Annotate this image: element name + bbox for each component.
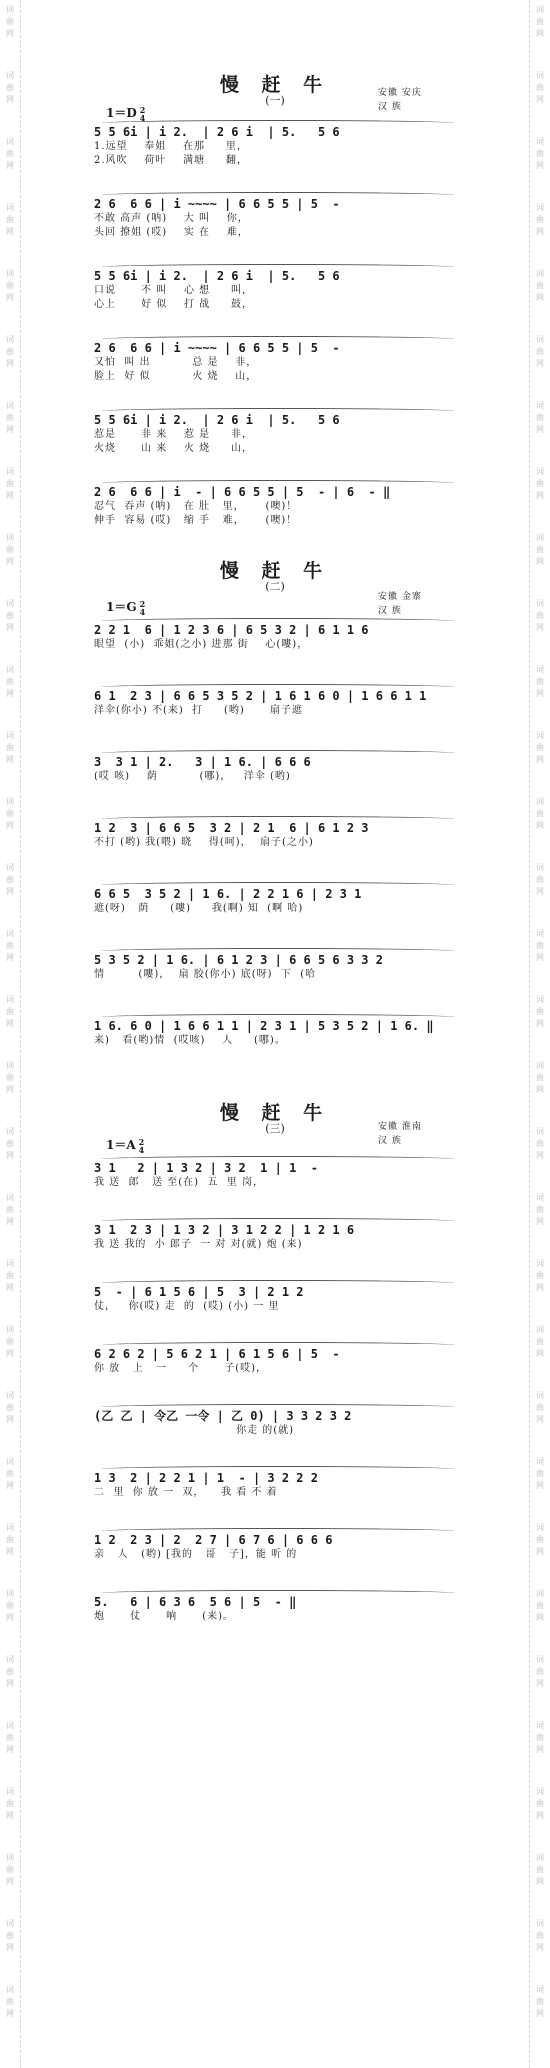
key-label: 1＝A [106, 1138, 136, 1152]
origin-credit [378, 590, 422, 618]
score-line [94, 688, 494, 718]
notation: 2 6 6 6 | i ~~~~ | 6 6 5 5 | 5 - [94, 340, 494, 356]
watermark-mark: 词 曲 网 [6, 1985, 14, 2018]
watermark-mark: 词 曲 网 [536, 1193, 544, 1226]
watermark-mark: 词 曲 网 [6, 1061, 14, 1094]
origin-ethnicity: 汉 族 [378, 1136, 402, 1146]
lyric: (哎 咳) 荫 (哪)， 洋伞 (哟) [94, 771, 291, 782]
score-line [94, 622, 494, 652]
lyric: 不打 (哟) 我(喂) 晓 得(呵)， 扇子(之小) [94, 837, 314, 848]
watermark-mark: 词 曲 网 [6, 731, 14, 764]
notation: 5 - | 6 1 5 6 | 5 3 | 2 1 2 [94, 1284, 494, 1300]
watermark-mark: 词 曲 网 [536, 1325, 544, 1358]
watermark-mark: 词 曲 网 [6, 1391, 14, 1424]
watermark-mark: 词 曲 网 [536, 1391, 544, 1424]
score-page [28, 0, 522, 2068]
origin-ethnicity: 汉 族 [378, 102, 402, 112]
watermark-mark: 词 曲 网 [6, 1589, 14, 1622]
time-signature: 2 4 [139, 598, 146, 617]
watermark-mark: 词 曲 网 [6, 863, 14, 896]
song-title: 慢 赶 牛 [219, 74, 331, 96]
watermark-mark: 词 曲 网 [536, 665, 544, 698]
score-line [94, 1470, 494, 1500]
key-signature [106, 598, 145, 616]
watermark-mark: 词 曲 网 [6, 995, 14, 1028]
watermark-mark: 词 曲 网 [6, 203, 14, 236]
score-line [94, 1018, 494, 1048]
origin-credit [378, 86, 422, 114]
lyric: 情 (嘍)， 扇 胶(你小) 底(呀) 下 (哈 [94, 969, 317, 980]
lyric: 二 里 你 放 一 双， 我 看 不 着 [94, 1487, 278, 1498]
lyric-verse-1: 不敢 高声 (呐) 大 叫 你， [94, 213, 249, 224]
notation: 3 1 2 3 | 1 3 2 | 3 1 2 2 | 1 2 1 6 [94, 1222, 494, 1238]
watermark-mark: 词 曲 网 [536, 1655, 544, 1688]
watermark-mark: 词 曲 网 [6, 797, 14, 830]
origin-place: 安徽 金寨 [378, 592, 422, 602]
notation: 5. 6 | 6 3 6 5 6 | 5 - ‖ [94, 1594, 494, 1610]
watermark-mark: 词 曲 网 [6, 1523, 14, 1556]
watermark-mark: 词 曲 网 [536, 1259, 544, 1292]
lyric: 眼望 (小) 乖姐(之小) 进那 街 心(嘍)， [94, 639, 309, 650]
notation: (乙 乙 | 令乙 一令 | 乙 0) | 3 3 2 3 2 [94, 1408, 494, 1424]
watermark-mark: 词 曲 网 [536, 5, 544, 38]
notation: 5 5 6i | i 2. | 2 6 i | 5. 5 6 [94, 412, 494, 428]
watermark-mark: 词 曲 网 [536, 269, 544, 302]
lyric-verse-2: 火烧 山 来 火 烧 山， [94, 443, 254, 454]
lyric-verse-1: 又怕 叫 出 总 是 非， [94, 357, 258, 368]
score-line [94, 1594, 494, 1624]
key-signature [106, 1136, 144, 1154]
watermark-mark: 词 曲 网 [6, 1325, 14, 1358]
score-line [94, 886, 494, 916]
key-label: 1＝G [106, 600, 137, 614]
watermark-mark: 词 曲 网 [536, 1985, 544, 2018]
notation: 5 5 6i | i 2. | 2 6 i | 5. 5 6 [94, 124, 494, 140]
watermark-mark: 词 曲 网 [6, 665, 14, 698]
lyric: 仗， 你(哎) 走 的 (哎) (小) 一 里 [94, 1301, 280, 1312]
notation: 1 2 3 | 6 6 5 3 2 | 2 1 6 | 6 1 2 3 [94, 820, 494, 836]
watermark-mark: 词 曲 网 [536, 203, 544, 236]
origin-place: 安徽 安庆 [378, 88, 422, 98]
lyric: 亲 人 (哟) [我的 哥 子]，能 听 的 [94, 1549, 298, 1560]
watermark-mark: 词 曲 网 [6, 335, 14, 368]
watermark-mark: 词 曲 网 [536, 599, 544, 632]
notation: 6 1 2 3 | 6 6 5 3 5 2 | 1 6 1 6 0 | 1 6 6 1 1 [94, 688, 494, 704]
score-line [94, 484, 494, 528]
lyric-verse-2: 2.风吹 荷叶 满塘 翻， [94, 155, 248, 166]
notation: 6 6 5 3 5 2 | 1 6. | 2 2 1 6 | 2 3 1 [94, 886, 494, 902]
watermark-mark: 词 曲 网 [6, 1457, 14, 1490]
watermark-mark: 词 曲 网 [536, 797, 544, 830]
lyric: 来) 看(哟)情 (哎咳) 人 (哪)。 [94, 1035, 286, 1046]
watermark-mark: 词 曲 网 [536, 731, 544, 764]
key-label: 1＝D [106, 106, 137, 120]
notation: 5 5 6i | i 2. | 2 6 i | 5. 5 6 [94, 268, 494, 284]
score-line [94, 952, 494, 982]
lyric: 我 送 郎 送 至(在) 五 里 岗， [94, 1177, 264, 1188]
left-margin-watermark [0, 0, 21, 2068]
watermark-mark: 词 曲 网 [536, 467, 544, 500]
lyric: 洋伞(你小) 不(来) 打 (哟) 扇子遮 [94, 705, 303, 716]
notation: 6 2 6 2 | 5 6 2 1 | 6 1 5 6 | 5 - [94, 1346, 494, 1362]
lyric: 你走 的(就) [94, 1425, 295, 1436]
watermark-mark: 词 曲 网 [536, 401, 544, 434]
notation: 2 6 6 6 | i ~~~~ | 6 6 5 5 | 5 - [94, 196, 494, 212]
watermark-mark: 词 曲 网 [6, 599, 14, 632]
notation: 3 1 2 | 1 3 2 | 3 2 1 | 1 - [94, 1160, 494, 1176]
song-title: 慢 赶 牛 [219, 560, 331, 582]
watermark-mark: 词 曲 网 [6, 1127, 14, 1160]
watermark-mark: 词 曲 网 [6, 1721, 14, 1754]
lyric: 遮(呀) 荫 (嘍) 我(啊) 知 (啊 哈) [94, 903, 304, 914]
watermark-mark: 词 曲 网 [536, 335, 544, 368]
watermark-mark: 词 曲 网 [536, 71, 544, 104]
watermark-mark: 词 曲 网 [536, 1061, 544, 1094]
watermark-mark: 词 曲 网 [536, 1127, 544, 1160]
lyric: 我 送 我的 小 郎子 一 对 对(就) 炮 (来) [94, 1239, 303, 1250]
time-signature: 2 4 [139, 104, 146, 123]
notation: 3 3 1 | 2. 3 | 1 6. | 6 6 6 [94, 754, 494, 770]
watermark-mark: 词 曲 网 [6, 533, 14, 566]
song-title: 慢 赶 牛 [219, 1102, 331, 1124]
lyric-verse-2: 心上 好 似 打 战 鼓， [94, 299, 254, 310]
watermark-mark: 词 曲 网 [6, 1853, 14, 1886]
notation: 2 6 6 6 | i - | 6 6 5 5 | 5 - | 6 - ‖ [94, 484, 494, 500]
score-line [94, 196, 494, 240]
notation: 1 6. 6 0 | 1 6 6 1 1 | 2 3 1 | 5 3 5 2 | 1 6. ‖ [94, 1018, 494, 1034]
score-line [94, 820, 494, 850]
watermark-mark: 词 曲 网 [6, 269, 14, 302]
watermark-mark: 词 曲 网 [6, 929, 14, 962]
origin-place: 安徽 淮南 [378, 1122, 422, 1132]
watermark-mark: 词 曲 网 [536, 995, 544, 1028]
watermark-mark: 词 曲 网 [536, 929, 544, 962]
lyric: 炮 仗 响 (来)。 [94, 1611, 235, 1622]
lyric-verse-1: 忍气 吞声 (呐) 在 肚 里， (噢)！ [94, 501, 298, 512]
score-line [94, 1532, 494, 1562]
lyric-verse-1: 口说 不 叫 心 想 叫， [94, 285, 254, 296]
score-line [94, 268, 494, 312]
lyric-verse-2: 头回 撩姐 (哎) 实 在 难， [94, 227, 249, 238]
song-number: (三) [265, 1122, 285, 1135]
watermark-mark: 词 曲 网 [536, 533, 544, 566]
song-number: (二) [265, 580, 285, 593]
watermark-mark: 词 曲 网 [6, 467, 14, 500]
score-line [94, 1222, 494, 1252]
watermark-mark: 词 曲 网 [536, 1589, 544, 1622]
watermark-mark: 词 曲 网 [6, 1193, 14, 1226]
lyric: 你 放 上 一 个 子(哎)， [94, 1363, 268, 1374]
watermark-mark: 词 曲 网 [536, 1523, 544, 1556]
time-signature: 2 4 [138, 1136, 145, 1155]
watermark-mark: 词 曲 网 [536, 137, 544, 170]
watermark-mark: 词 曲 网 [6, 1787, 14, 1820]
key-signature [106, 104, 145, 122]
watermark-mark: 词 曲 网 [536, 1919, 544, 1952]
watermark-mark: 词 曲 网 [6, 5, 14, 38]
origin-ethnicity: 汉 族 [378, 606, 402, 616]
score-line [94, 1160, 494, 1190]
origin-credit [378, 1120, 422, 1148]
watermark-mark: 词 曲 网 [6, 1919, 14, 1952]
watermark-mark: 词 曲 网 [6, 71, 14, 104]
score-line [94, 412, 494, 456]
watermark-mark: 词 曲 网 [536, 1721, 544, 1754]
lyric-verse-2: 脸上 好 似 火 烧 山， [94, 371, 258, 382]
lyric-verse-1: 1.远望 奉姐 在那 里， [94, 141, 248, 152]
watermark-mark: 词 曲 网 [6, 1259, 14, 1292]
score-line [94, 1284, 494, 1314]
watermark-mark: 词 曲 网 [6, 401, 14, 434]
song-number: (一) [265, 94, 285, 107]
notation: 1 3 2 | 2 2 1 | 1 - | 3 2 2 2 [94, 1470, 494, 1486]
lyric-verse-1: 惹是 非 来 惹 是 非， [94, 429, 254, 440]
score-line [94, 754, 494, 784]
lyric-verse-2: 伸手 容易 (哎) 缩 手 难， (噢)！ [94, 515, 298, 526]
score-line [94, 124, 494, 168]
watermark-mark: 词 曲 网 [536, 1457, 544, 1490]
right-margin-watermark [529, 0, 550, 2068]
notation: 1 2 2 3 | 2 2 7 | 6 7 6 | 6 6 6 [94, 1532, 494, 1548]
watermark-mark: 词 曲 网 [6, 137, 14, 170]
notation: 5 3 5 2 | 1 6. | 6 1 2 3 | 6 6 5 6 3 3 2 [94, 952, 494, 968]
watermark-mark: 词 曲 网 [6, 1655, 14, 1688]
score-line [94, 1346, 494, 1376]
watermark-mark: 词 曲 网 [536, 863, 544, 896]
notation: 2 2 1 6 | 1 2 3 6 | 6 5 3 2 | 6 1 1 6 [94, 622, 494, 638]
score-line [94, 1408, 494, 1438]
watermark-mark: 词 曲 网 [536, 1853, 544, 1886]
watermark-mark: 词 曲 网 [536, 1787, 544, 1820]
score-line [94, 340, 494, 384]
